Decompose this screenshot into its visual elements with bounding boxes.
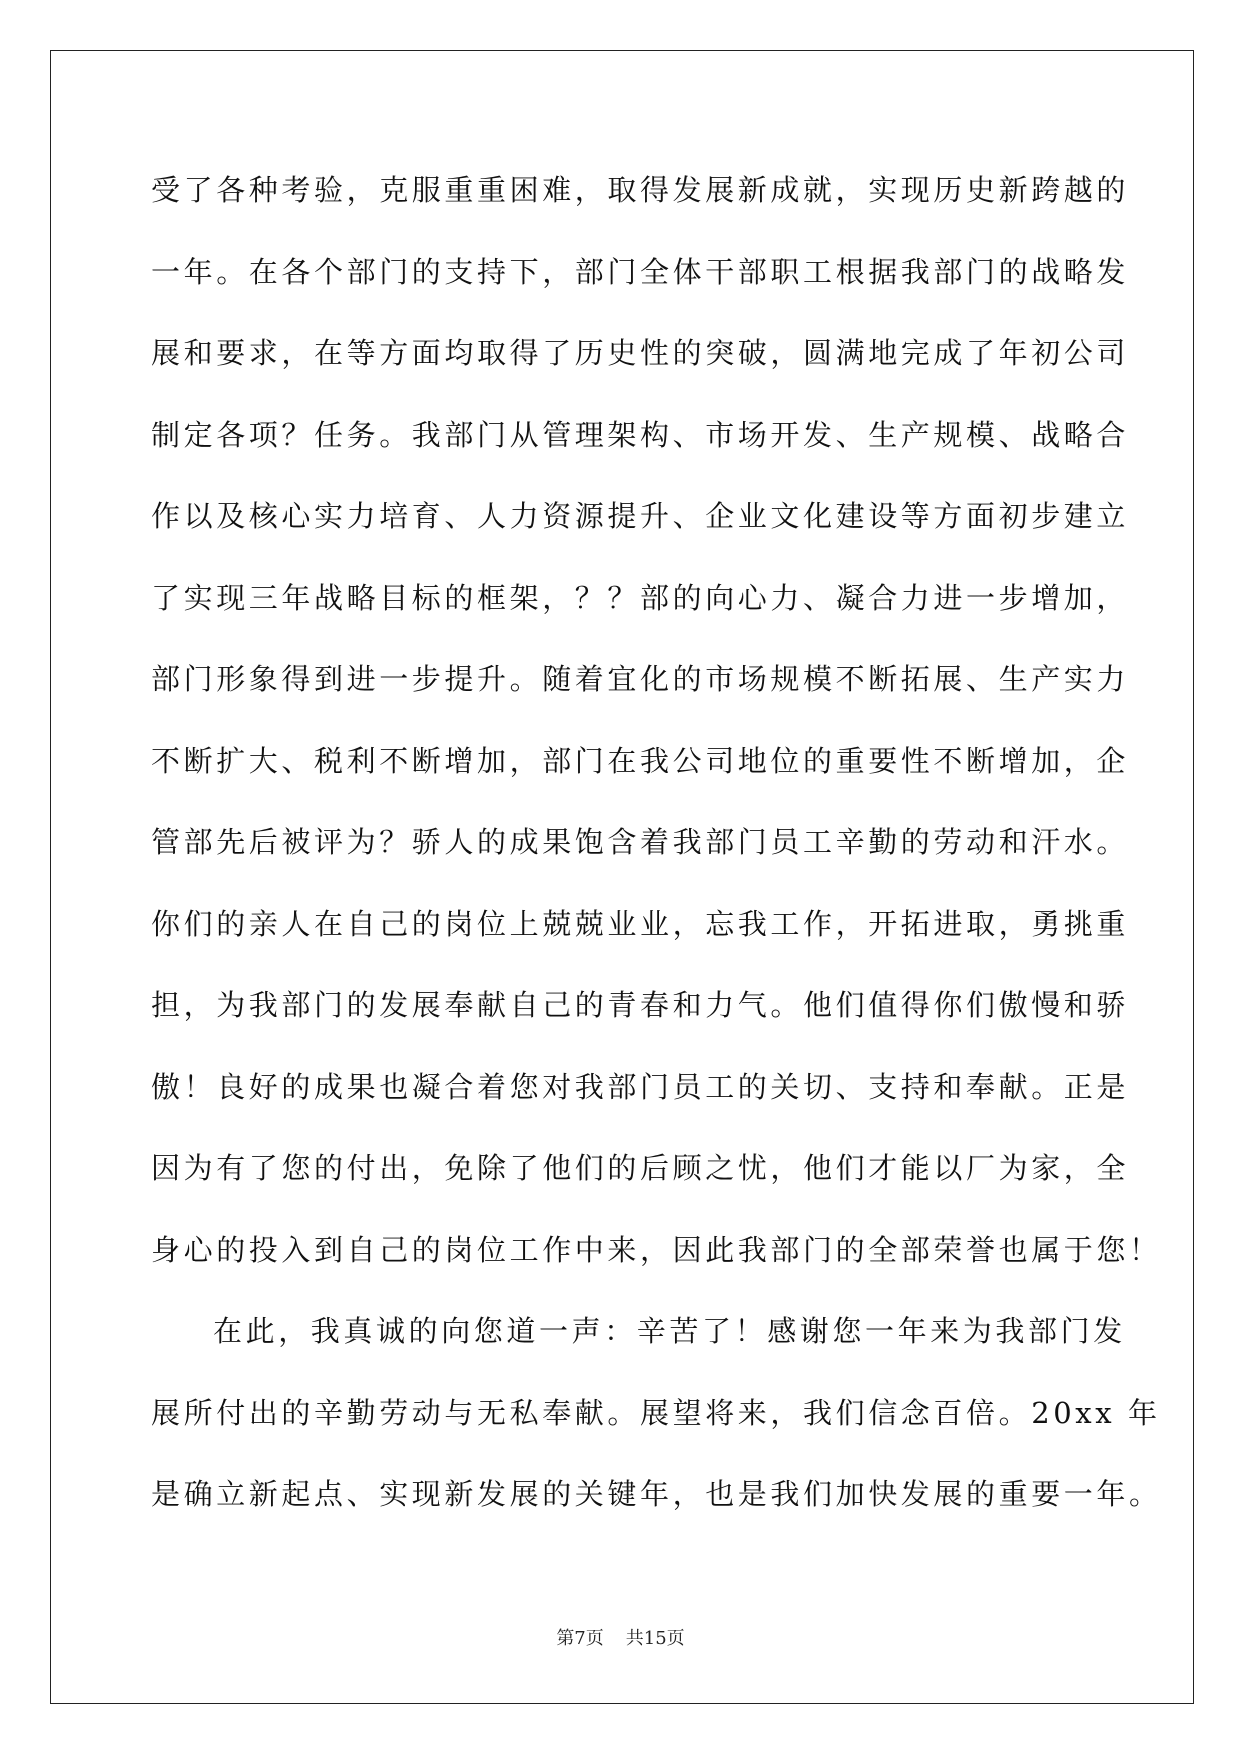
text-line: 展和要求，在等方面均取得了历史性的突破，圆满地完成了年初公司 xyxy=(151,336,1130,370)
document-body xyxy=(151,162,1162,1548)
text-line: 身心的投入到自己的岗位工作中来，因此我部门的全部荣誉也属于您！ xyxy=(151,1232,1162,1267)
text-line: 展所付出的辛勤劳动与无私奉献。展望将来，我们信念百倍。20xx 年 xyxy=(151,1395,1161,1430)
page-footer xyxy=(0,1624,1241,1650)
text-line: 因为有了您的付出，免除了他们的后顾之忧，他们才能以厂为家，全 xyxy=(151,1151,1130,1185)
text-line: 一年。在各个部门的支持下，部门全体干部职工根据我部门的战略发 xyxy=(151,254,1130,289)
text-line: 担，为我部门的发展奉献自己的青春和力气。他们值得你们傲慢和骄 xyxy=(151,988,1130,1022)
page-number: 第7页 xyxy=(556,1628,604,1649)
text-line: 在此，我真诚的向您道一声：辛苦了！感谢您一年来为我部门发 xyxy=(213,1314,1126,1348)
text-line: 制定各项？任务。我部门从管理架构、市场开发、生产规模、战略合 xyxy=(151,417,1130,452)
text-line: 是确立新起点、实现新发展的关键年，也是我们加快发展的重要一年。 xyxy=(151,1477,1162,1511)
text-line: 了实现三年战略目标的框架，？？部的向心力、凝合力进一步增加， xyxy=(151,580,1130,615)
text-line: 部门形象得到进一步提升。随着宜化的市场规模不断拓展、生产实力 xyxy=(151,662,1130,696)
text-line: 受了各种考验，克服重重困难，取得发展新成就，实现历史新跨越的 xyxy=(151,173,1130,207)
text-line: 管部先后被评为？骄人的成果饱含着我部门员工辛勤的劳动和汗水。 xyxy=(151,825,1130,859)
text-line: 作以及核心实力培育、人力资源提升、企业文化建设等方面初步建立 xyxy=(151,499,1130,533)
page-total: 共15页 xyxy=(625,1628,685,1649)
text-line: 傲！良好的成果也凝合着您对我部门员工的关切、支持和奉献。正是 xyxy=(151,1069,1130,1104)
text-line: 不断扩大、税利不断增加，部门在我公司地位的重要性不断增加，企 xyxy=(151,743,1130,778)
text-line: 你们的亲人在自己的岗位上兢兢业业，忘我工作，开拓进取，勇挑重 xyxy=(151,906,1130,941)
